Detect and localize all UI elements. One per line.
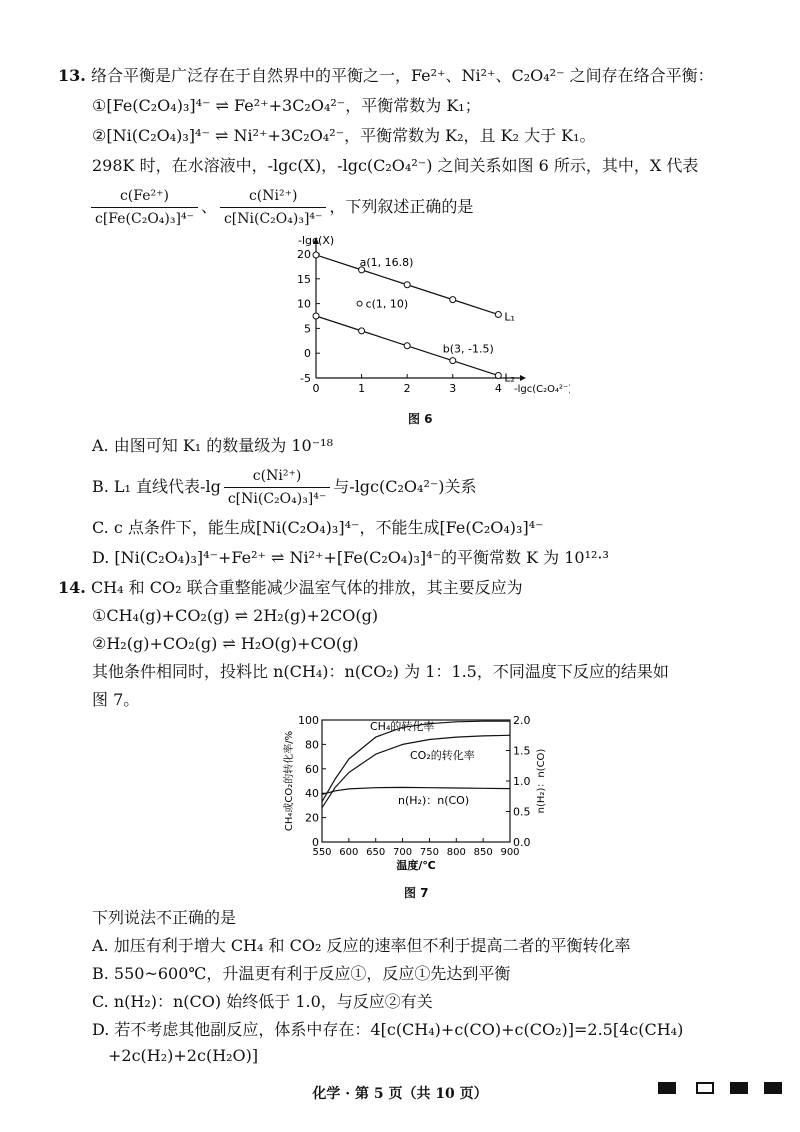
annotation-a: a(1, 16.8) — [359, 255, 414, 269]
q14-ask: 下列说法不正确的是 — [92, 908, 237, 927]
x-tick-label: 600 — [339, 847, 359, 858]
x-tick-label: 700 — [393, 847, 413, 858]
q13-stem-line1 — [58, 66, 714, 86]
x-tick-label: 4 — [494, 382, 502, 395]
q14-stem-line3: 图 7。 — [92, 690, 140, 709]
data-point — [313, 252, 319, 258]
q14-stem-line1 — [58, 578, 523, 598]
y2-axis-label: n(H₂)：n(CO) — [536, 748, 547, 814]
frac-fe-numerator: c(Fe²⁺) — [119, 188, 169, 204]
figure-7-caption: 图 7 — [404, 886, 429, 900]
y-tick-label: 20 — [305, 811, 319, 825]
x-tick-label: 800 — [446, 847, 466, 858]
figure-7 — [280, 712, 550, 886]
y-tick-label: 15 — [297, 272, 311, 286]
y-tick-label: 20 — [297, 248, 311, 261]
footer-mark-4 — [764, 1082, 782, 1094]
q14-stem1: CH₄ 和 CO₂ 联合重整能减少温室气体的排放，其主要反应为 — [90, 578, 523, 597]
q14-option-d-line1: D. 若不考虑其他副反应，体系中存在：4[c(CH₄)+c(CO)+c(CO₂)]=2.5[4c(CH₄) — [92, 1020, 684, 1039]
q14-option-a: A. 加压有利于增大 CH₄ 和 CO₂ 反应的速率但不利于提高二者的平衡转化率 — [92, 936, 631, 955]
y-tick-label: 60 — [305, 762, 319, 776]
frac-fe-denominator: c[Fe(C₂O₄)₃]⁴⁻ — [91, 207, 198, 229]
point-c — [357, 301, 362, 306]
q13-equation-2: ②[Ni(C₂O₄)₃]⁴⁻ ⇌ Ni²⁺+3C₂O₄²⁻，平衡常数为 K₂，且 K₂ 大于 K₁。 — [92, 126, 596, 145]
q14-option-c: C. n(H₂)：n(CO) 始终低于 1.0，与反应②有关 — [92, 992, 433, 1011]
y-tick-label: 100 — [298, 714, 319, 727]
q14-option-d-line2: +2c(H₂)+2c(H₂O)] — [108, 1046, 259, 1065]
data-point — [404, 343, 410, 349]
q13-option-d: D. [Ni(C₂O₄)₃]⁴⁻+Fe²⁺ ⇌ Ni²⁺+[Fe(C₂O₄)₃]⁴⁻的平衡常数 K 为 10¹²·³ — [92, 548, 609, 567]
data-point — [495, 312, 501, 318]
series-label: L₁ — [504, 310, 515, 324]
option-b-numerator: c(Ni²⁺) — [252, 468, 302, 484]
option-b-post: 与-lgc(C₂O₄²⁻)关系 — [333, 477, 477, 496]
figure-6-caption: 图 6 — [408, 412, 433, 426]
data-point — [313, 313, 319, 319]
y2-tick-label: 0.0 — [513, 836, 531, 849]
x-tick-label: 0 — [312, 382, 320, 395]
x-tick-label: 1 — [358, 382, 366, 395]
q13-stem1: 络合平衡是广泛存在于自然界中的平衡之一，Fe²⁺、Ni²⁺、C₂O₄²⁻ 之间存在络合平衡： — [90, 66, 714, 85]
q13-equation-1: ①[Fe(C₂O₄)₃]⁴⁻ ⇌ Fe²⁺+3C₂O₄²⁻，平衡常数为 K₁； — [92, 96, 481, 115]
y-tick-label: 40 — [305, 787, 319, 801]
frac-ni-numerator: c(Ni²⁺) — [248, 188, 298, 204]
y-tick-label: -5 — [300, 372, 311, 385]
q13-number: 13. — [58, 66, 86, 85]
x-tick-label: 900 — [500, 847, 520, 858]
option-b-denominator: c[Ni(C₂O₄)₃]⁴⁻ — [224, 487, 330, 509]
series-label: CO₂的转化率 — [410, 749, 475, 762]
y-tick-label: 0 — [312, 836, 319, 849]
x-axis-arrow — [520, 375, 526, 381]
q13-stem3: ，下列叙述正确的是 — [329, 197, 474, 216]
data-point — [450, 358, 456, 364]
q14-equation-2: ②H₂(g)+CO₂(g) ⇌ H₂O(g)+CO(g) — [92, 634, 359, 653]
option-b-pre: B. L₁ 直线代表-lg — [92, 477, 221, 496]
y-tick-label: 5 — [304, 322, 311, 336]
x-tick-label: 2 — [403, 382, 411, 395]
figure-6 — [250, 232, 570, 408]
plot-frame — [322, 720, 510, 842]
q13-option-a: A. 由图可知 K₁ 的数量级为 10⁻¹⁸ — [92, 436, 333, 455]
footer-mark-1 — [658, 1082, 676, 1094]
y-tick-label: 0 — [304, 347, 311, 361]
option-b-fraction — [224, 466, 330, 509]
x-axis-label: -lgc(C₂O₄²⁻) — [514, 384, 570, 395]
y2-tick-label: 1.5 — [513, 744, 531, 758]
page-footer: 化学 · 第 5 页（共 10 页） — [312, 1086, 488, 1102]
x-tick-label: 550 — [312, 847, 332, 858]
x-tick-label: 850 — [473, 847, 493, 858]
q13-option-c: C. c 点条件下，能生成[Ni(C₂O₄)₃]⁴⁻，不能生成[Fe(C₂O₄)₃]⁴⁻ — [92, 518, 544, 537]
x-tick-label: 3 — [449, 382, 457, 395]
x-tick-label: 750 — [419, 847, 439, 858]
q13-fraction-line: $\frac{\text{c(Fe²⁺)}}{\text{c[Fe(C₂O₄)₃]⁴⁻}}$ 、 $\frac{\text{c(Ni²⁺)}}{\text{c[Ni(C₂O₄)₃]⁴⁻}}$ ，下列叙述正确的是 — [88, 186, 473, 229]
series-label: L₂ — [504, 371, 515, 385]
q14-equation-1: ①CH₄(g)+CO₂(g) ⇌ 2H₂(g)+2CO(g) — [92, 606, 379, 625]
q14-option-b: B. 550~600℃，升温更有利于反应①，反应①先达到平衡 — [92, 964, 511, 983]
series-label: CH₄的转化率 — [370, 720, 435, 733]
q13-option-b — [92, 466, 477, 509]
y-tick-label: 80 — [305, 738, 319, 752]
data-point — [495, 373, 501, 379]
q14-stem-line2: 其他条件相同时，投料比 n(CH₄)：n(CO₂) 为 1：1.5，不同温度下反应的结果如 — [92, 662, 669, 681]
figure-7-chart — [280, 712, 550, 882]
y-axis-label: -lgc(X) — [298, 234, 335, 247]
y2-tick-label: 2.0 — [513, 714, 531, 727]
figure-6-chart — [250, 232, 570, 404]
y-axis-label: CH₄或CO₂的转化率/% — [284, 730, 295, 832]
data-point — [450, 297, 456, 303]
y-tick-label: 10 — [297, 297, 311, 311]
x-tick-label: 650 — [366, 847, 386, 858]
annotation-c: c(1, 10) — [365, 297, 409, 311]
series-label: n(H₂)：n(CO) — [398, 794, 470, 807]
data-point — [404, 282, 410, 288]
y2-tick-label: 0.5 — [513, 805, 531, 819]
frac-ni-denominator: c[Ni(C₂O₄)₃]⁴⁻ — [220, 207, 326, 229]
q13-stem-line2: 298K 时，在水溶液中，-lgc(X)，-lgc(C₂O₄²⁻) 之间关系如图 6 所示，其中，X 代表 — [92, 156, 699, 175]
data-point — [359, 328, 365, 334]
footer-mark-2 — [696, 1082, 714, 1094]
footer-mark-3 — [730, 1082, 748, 1094]
q13-fraction-ni — [220, 186, 326, 229]
q13-fraction-fe — [91, 186, 198, 229]
annotation-b: b(3, -1.5) — [442, 342, 494, 356]
q14-number: 14. — [58, 578, 86, 597]
x-axis-label: 温度/℃ — [396, 859, 436, 872]
y2-tick-label: 1.0 — [513, 775, 531, 788]
